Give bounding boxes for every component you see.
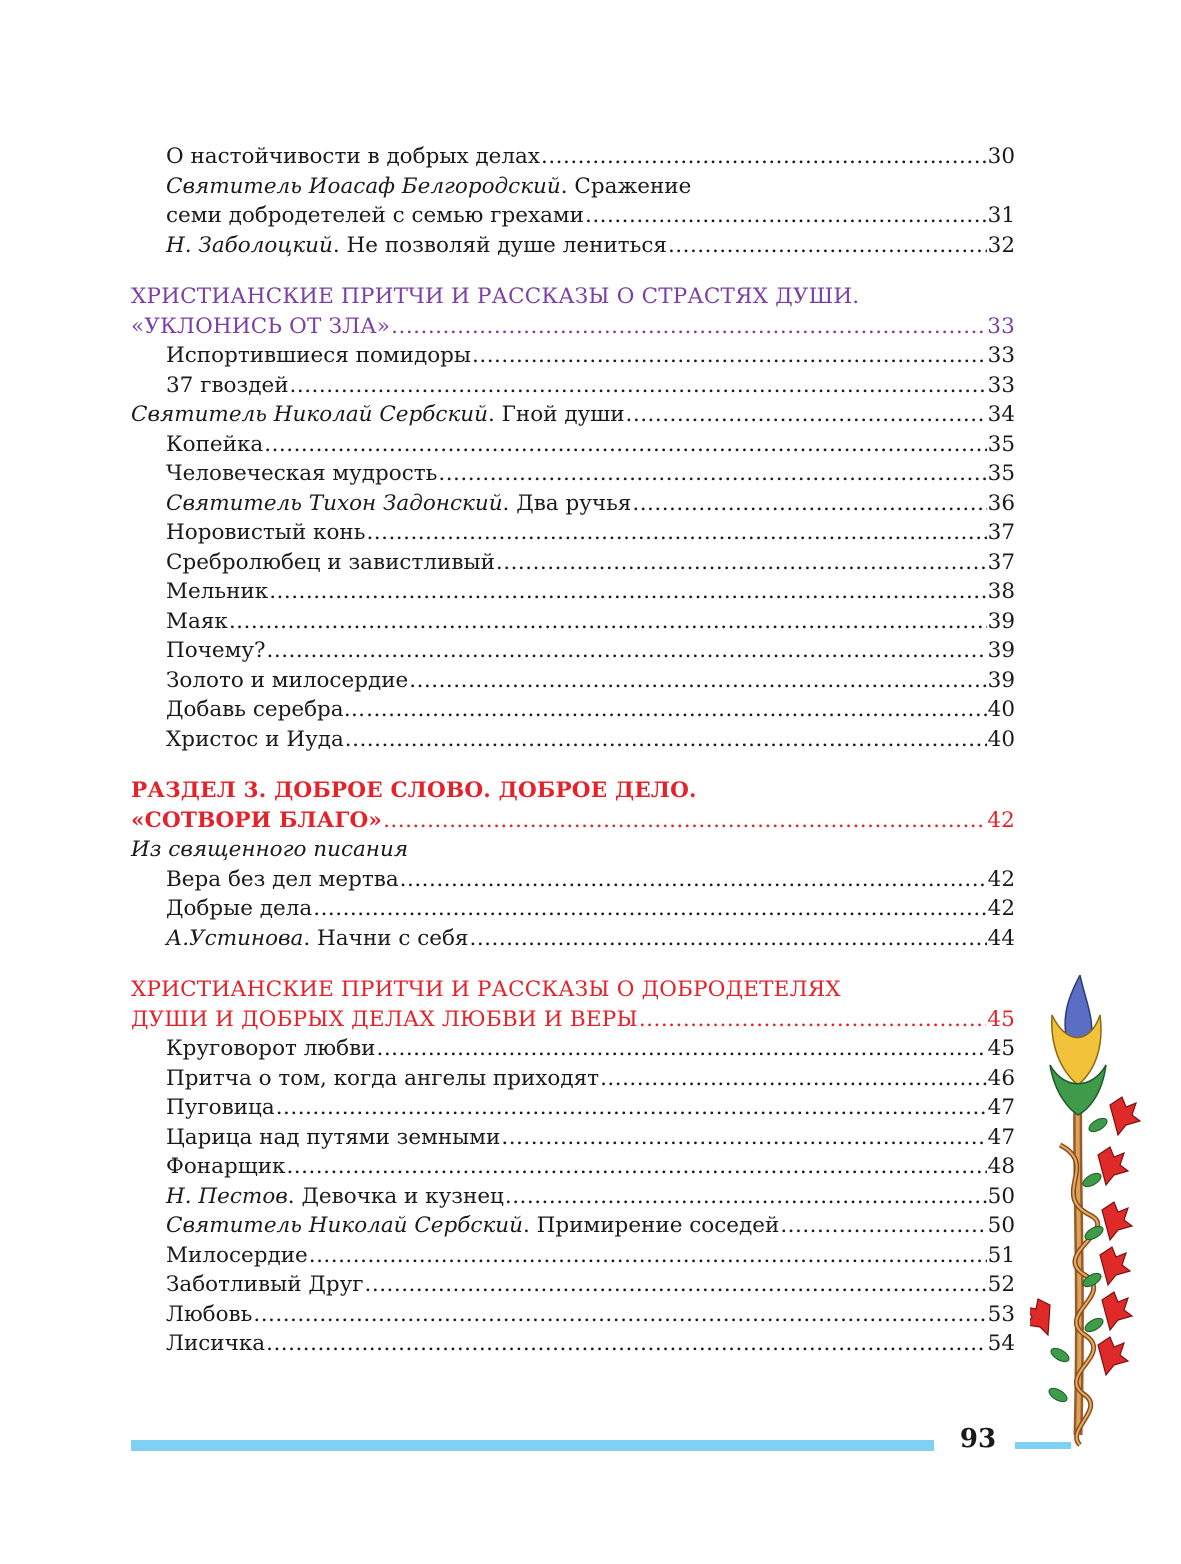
entry-title: Лисичка bbox=[166, 1331, 266, 1356]
entry-page: 30 bbox=[987, 144, 1015, 169]
entry-title: Начни с себя bbox=[317, 925, 469, 951]
dot-leader bbox=[585, 201, 987, 231]
dot-leader bbox=[313, 894, 986, 924]
toc-entry[interactable]: Н. Заболоцкий. Не позволяй душе лениться ..... 32 bbox=[131, 231, 1015, 261]
dot-leader bbox=[269, 577, 986, 607]
dot-leader bbox=[541, 142, 987, 172]
entry-author: Святитель Николай Сербский bbox=[131, 402, 488, 427]
dot-leader bbox=[383, 806, 986, 836]
entry-title: Два ручья bbox=[516, 490, 632, 516]
entry-title: 37 гвоздей bbox=[166, 372, 289, 398]
entry-page: 52 bbox=[987, 1272, 1015, 1297]
dot-leader bbox=[409, 666, 986, 696]
toc-entry[interactable] bbox=[131, 695, 1015, 725]
entry-title: Не позволяй душе лениться bbox=[346, 232, 667, 258]
dot-leader bbox=[632, 489, 986, 519]
entry-author: Святитель Николай Сербский bbox=[166, 1213, 523, 1238]
heading-page: 45 bbox=[987, 1006, 1015, 1032]
entry-page: 33 bbox=[987, 343, 1015, 368]
entry-page: 35 bbox=[987, 461, 1015, 486]
section-heading[interactable] bbox=[131, 975, 1015, 1034]
dot-leader bbox=[286, 1152, 986, 1182]
entry-title: О настойчивости в добрых делах bbox=[166, 144, 540, 169]
entry-title: Копейка bbox=[166, 431, 264, 457]
toc-entry[interactable]: Святитель Николай Сербский. Примирение соседей ..... 50 bbox=[131, 1211, 1015, 1241]
toc-entry[interactable] bbox=[131, 459, 1015, 489]
heading-line: ХРИСТИАНСКИЕ ПРИТЧИ И РАССКАЗЫ О СТРАСТЯХ ДУШИ. bbox=[131, 284, 860, 309]
toc-entry[interactable]: А.Устинова. Начни с себя ..... 44 bbox=[131, 924, 1015, 954]
entry-title: Вера без дел мертва bbox=[166, 866, 399, 892]
toc-entry[interactable] bbox=[131, 1123, 1015, 1153]
toc-entry[interactable] bbox=[131, 725, 1015, 755]
entry-title: Испортившиеся помидоры bbox=[166, 343, 472, 368]
dot-leader bbox=[264, 430, 986, 460]
dot-leader bbox=[276, 1093, 987, 1123]
entry-title: Сражение bbox=[574, 173, 692, 199]
entry-page: 37 bbox=[987, 549, 1015, 575]
entry-page: 46 bbox=[987, 1065, 1015, 1091]
toc-entry[interactable] bbox=[131, 430, 1015, 460]
toc-entry[interactable] bbox=[131, 666, 1015, 696]
heading-line: «УКЛОНИСЬ ОТ ЗЛА» bbox=[131, 313, 391, 339]
entry-page: 51 bbox=[987, 1242, 1015, 1268]
heading-entry bbox=[131, 806, 1015, 836]
dot-leader bbox=[438, 459, 986, 489]
toc-group bbox=[131, 835, 1015, 953]
dot-leader bbox=[266, 1329, 987, 1359]
heading-page: 42 bbox=[987, 807, 1015, 833]
dot-leader bbox=[400, 865, 987, 895]
entry-title: Любовь bbox=[166, 1301, 253, 1327]
entry-title: Милосердие bbox=[166, 1242, 308, 1268]
toc-entry[interactable] bbox=[131, 865, 1015, 895]
entry-page: 40 bbox=[987, 726, 1015, 752]
entry-title: Пуговица bbox=[166, 1095, 275, 1120]
entry-page: 40 bbox=[987, 697, 1015, 722]
entry-page: 45 bbox=[987, 1036, 1015, 1061]
toc-entry[interactable] bbox=[131, 1270, 1015, 1300]
toc-entry[interactable]: Святитель Иоасаф Белгородский. Сражение bbox=[166, 173, 692, 199]
entry-page: 50 bbox=[987, 1183, 1015, 1209]
toc-group bbox=[131, 142, 1015, 260]
entry-title: Круговорот любви bbox=[166, 1036, 376, 1061]
entry-page: 38 bbox=[987, 579, 1015, 604]
toc-entry[interactable] bbox=[131, 1093, 1015, 1123]
table-of-contents bbox=[131, 142, 1015, 1359]
toc-entry[interactable] bbox=[131, 201, 1015, 231]
toc-entry[interactable] bbox=[131, 577, 1015, 607]
toc-entry[interactable] bbox=[131, 1300, 1015, 1330]
dot-leader bbox=[501, 1123, 986, 1153]
entry-page: 33 bbox=[987, 372, 1015, 398]
floral-vine-ornament bbox=[1030, 975, 1150, 1465]
dot-leader bbox=[309, 1241, 987, 1271]
entry-page: 39 bbox=[987, 667, 1015, 693]
entry-page: 42 bbox=[987, 896, 1015, 921]
heading-line: «СОТВОРИ БЛАГО» bbox=[131, 807, 383, 833]
heading-entry bbox=[131, 312, 1015, 342]
footer-bar bbox=[131, 1440, 934, 1451]
toc-entry[interactable]: Н. Пестов. Девочка и кузнец ..... 50 bbox=[131, 1182, 1015, 1212]
dot-leader bbox=[626, 400, 987, 430]
entry-title: Норовистый конь bbox=[166, 520, 366, 545]
toc-entry[interactable] bbox=[131, 607, 1015, 637]
entry-title: семи добродетелей с семью грехами bbox=[166, 203, 584, 228]
toc-entry[interactable]: Святитель Николай Сербский. Гной души ..... 34 bbox=[131, 400, 1015, 430]
entry-page: 50 bbox=[987, 1213, 1015, 1238]
toc-group bbox=[131, 341, 1015, 754]
dot-leader bbox=[377, 1034, 987, 1064]
entry-page: 32 bbox=[987, 232, 1015, 258]
toc-entry[interactable] bbox=[131, 1064, 1015, 1094]
entry-title: Царица над путями земными bbox=[166, 1124, 501, 1150]
heading-page: 33 bbox=[987, 313, 1015, 339]
dot-leader bbox=[391, 312, 986, 342]
heading-entry bbox=[131, 1005, 1015, 1035]
entry-title: Почему? bbox=[166, 638, 266, 663]
entry-title: Мельник bbox=[166, 579, 269, 604]
dot-leader bbox=[469, 924, 986, 954]
dot-leader bbox=[780, 1211, 986, 1241]
entry-title: Притча о том, когда ангелы приходят bbox=[166, 1065, 600, 1091]
toc-entry[interactable] bbox=[131, 636, 1015, 666]
dot-leader bbox=[365, 1270, 987, 1300]
entry-page: 54 bbox=[987, 1331, 1015, 1356]
entry-page: 53 bbox=[987, 1301, 1015, 1327]
section-heading[interactable] bbox=[131, 776, 1015, 835]
toc-entry[interactable]: Святитель Тихон Задонский. Два ручья ..... 36 bbox=[131, 489, 1015, 519]
entry-page: 47 bbox=[987, 1095, 1015, 1120]
entry-author: Святитель Иоасаф Белгородский bbox=[166, 173, 561, 199]
toc-subheading bbox=[131, 835, 1015, 865]
toc-entry[interactable] bbox=[131, 1241, 1015, 1271]
entry-author: Н. Заболоцкий bbox=[166, 232, 333, 258]
entry-title: Примирение соседей bbox=[536, 1213, 780, 1238]
toc-entry[interactable] bbox=[131, 371, 1015, 401]
entry-page: 31 bbox=[987, 203, 1015, 228]
entry-title: Гной души bbox=[501, 402, 625, 427]
entry-title: Добрые дела bbox=[166, 896, 313, 921]
entry-title: Христос и Иуда bbox=[166, 726, 344, 752]
toc-entry[interactable] bbox=[131, 142, 1015, 172]
heading-line: ДУШИ И ДОБРЫХ ДЕЛАХ ЛЮБВИ И ВЕРЫ bbox=[131, 1006, 638, 1032]
heading-line: РАЗДЕЛ 3. ДОБРОЕ СЛОВО. ДОБРОЕ ДЕЛО. bbox=[131, 778, 697, 803]
page-number: 93 bbox=[959, 1424, 997, 1454]
dot-leader bbox=[496, 548, 987, 578]
entry-title: Маяк bbox=[166, 608, 228, 634]
dot-leader bbox=[345, 725, 987, 755]
entry-author: А.Устинова bbox=[166, 925, 304, 951]
dot-leader bbox=[229, 607, 987, 637]
entry-page: 39 bbox=[987, 608, 1015, 634]
entry-title: Золото и милосердие bbox=[166, 667, 409, 693]
subheading-text: Из священного писания bbox=[131, 837, 409, 862]
entry-page: 39 bbox=[987, 638, 1015, 663]
entry-page: 34 bbox=[987, 402, 1015, 427]
entry-title: Фонарщик bbox=[166, 1154, 286, 1179]
dot-leader bbox=[366, 518, 986, 548]
entry-page: 44 bbox=[987, 925, 1015, 951]
dot-leader bbox=[668, 231, 987, 261]
toc-entry[interactable] bbox=[131, 548, 1015, 578]
entry-page: 36 bbox=[987, 490, 1015, 516]
footer-bar-right bbox=[1015, 1442, 1071, 1449]
entry-title: Человеческая мудрость bbox=[166, 461, 438, 486]
entry-page: 37 bbox=[987, 520, 1015, 545]
toc-entry[interactable] bbox=[131, 894, 1015, 924]
dot-leader bbox=[267, 636, 987, 666]
entry-title: Заботливый Друг bbox=[166, 1272, 364, 1297]
toc-entry[interactable] bbox=[131, 1034, 1015, 1064]
toc-entry[interactable] bbox=[131, 1329, 1015, 1359]
dot-leader bbox=[253, 1300, 986, 1330]
dot-leader bbox=[639, 1005, 986, 1035]
dot-leader bbox=[600, 1064, 987, 1094]
dot-leader bbox=[366, 695, 987, 725]
entry-title: Добавь серебра… bbox=[166, 697, 366, 722]
toc-entry[interactable] bbox=[131, 1152, 1015, 1182]
dot-leader bbox=[472, 341, 987, 371]
dot-leader bbox=[290, 371, 987, 401]
heading-line: ХРИСТИАНСКИЕ ПРИТЧИ И РАССКАЗЫ О ДОБРОДЕТЕЛЯХ bbox=[131, 977, 841, 1002]
toc-group bbox=[131, 1034, 1015, 1359]
toc-entry[interactable] bbox=[131, 518, 1015, 548]
entry-page: 42 bbox=[987, 866, 1015, 892]
entry-author: Святитель Тихон Задонский bbox=[166, 490, 503, 516]
entry-page: 47 bbox=[987, 1124, 1015, 1150]
toc-entry[interactable] bbox=[131, 341, 1015, 371]
entry-page: 48 bbox=[987, 1154, 1015, 1179]
entry-page: 35 bbox=[987, 431, 1015, 457]
entry-title: Девочка и кузнец bbox=[301, 1183, 504, 1209]
dot-leader bbox=[505, 1182, 987, 1212]
entry-title: Сребролюбец и завистливый bbox=[166, 549, 495, 575]
entry-author: Н. Пестов bbox=[166, 1183, 288, 1209]
section-heading[interactable] bbox=[131, 282, 1015, 341]
